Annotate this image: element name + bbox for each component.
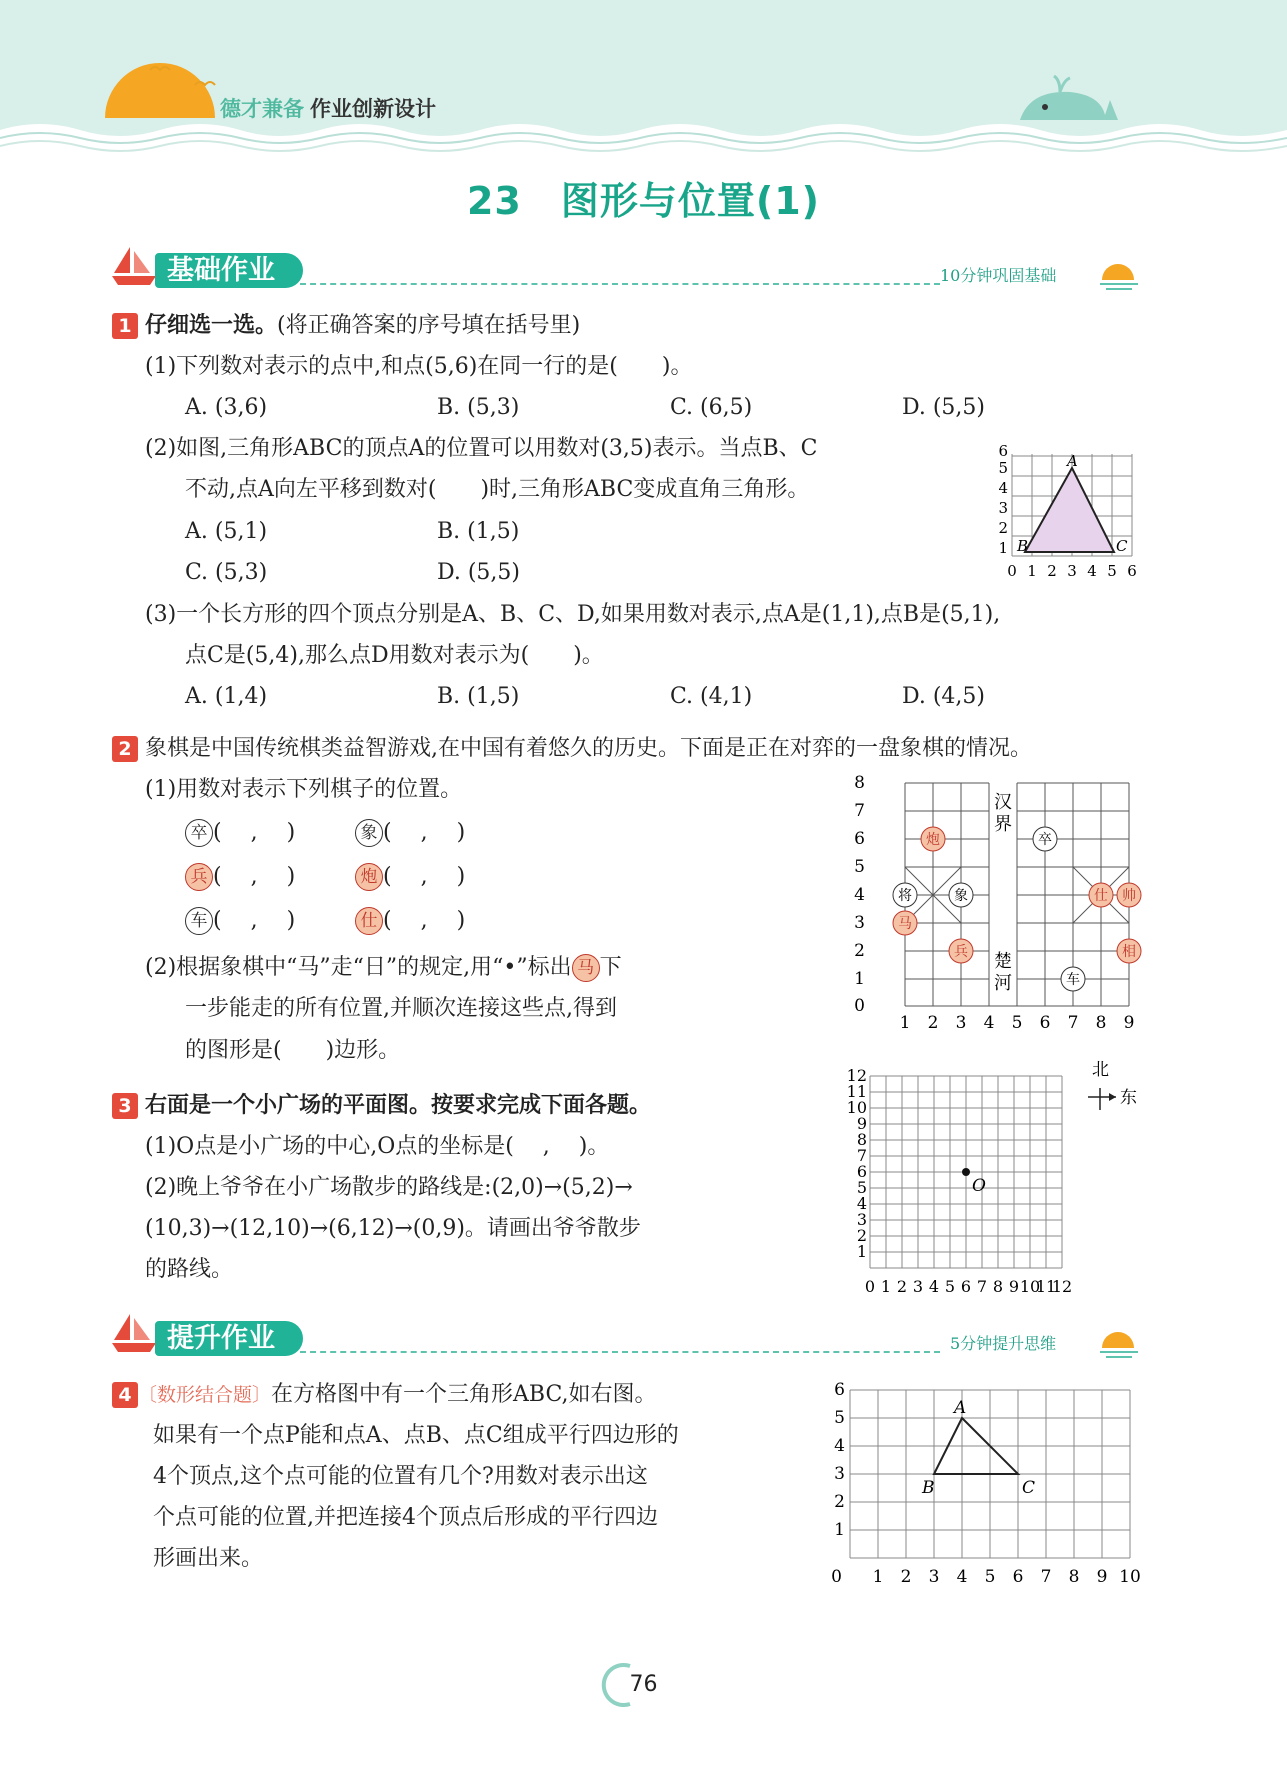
brand-green: 德才兼备 (220, 97, 304, 121)
q4-line1 (112, 1380, 657, 1410)
q1-x-tick: 6 (1127, 562, 1137, 580)
y-tick-label: 6 (856, 1162, 867, 1181)
q2-stem: 象棋是中国传统棋类益智游戏,在中国有着悠久的历史。下面是正在对弈的一盘象棋的情况。 (145, 736, 1032, 761)
q3-stem-line (112, 1091, 651, 1121)
q2-piece-row (355, 818, 465, 848)
q1-x-tick: 2 (1047, 562, 1057, 580)
section-basic-label: 基础作业 (155, 253, 303, 288)
x-tick-label: 10 (1019, 1277, 1041, 1296)
section-divider (300, 1351, 940, 1353)
q4-line2: 如果有一个点P能和点A、点B、点C组成平行四边形的 (153, 1423, 679, 1448)
compass-icon (1088, 1060, 1137, 1110)
q1-s3-line2: 点C是(5,4),那么点D用数对表示为( )。 (185, 643, 604, 668)
q1-s1-option-d: D. (5,5) (902, 395, 985, 420)
x-tick-label: 11 (1035, 1277, 1057, 1296)
section-advanced-label: 提升作业 (155, 1321, 303, 1356)
q1-triangle (1025, 468, 1114, 552)
q1-x-tick: 5 (1107, 562, 1117, 580)
q1-s2-line2: 不动,点A向左平移到数对( )时,三角形ABC变成直角三角形。 (185, 477, 810, 502)
q2-blank: ( , ) (383, 908, 466, 933)
x-tick-label: 9 (1008, 1277, 1020, 1296)
q1-s3-option-a: A. (1,4) (185, 684, 268, 709)
q1-label-a: A (1067, 452, 1078, 470)
q1-label-b: B (1017, 537, 1029, 555)
q1-y-tick: 4 (998, 479, 1008, 497)
q3-point-o (962, 1168, 970, 1176)
q4-label-c: C (1022, 1478, 1036, 1498)
board-y-tick: 7 (854, 801, 865, 821)
q1-s3-line1: (3)一个长方形的四个顶点分别是A、B、C、D,如果用数对表示,点A是(1,1),点B是(5,1), (145, 602, 1001, 627)
q1-s3-option-c: C. (4,1) (670, 684, 753, 709)
q1-x-tick: 4 (1087, 562, 1097, 580)
x-tick-label: 1 (872, 1567, 884, 1587)
q2-piece-row (355, 906, 465, 936)
board-y-tick: 3 (854, 913, 865, 933)
q2-piece-row (355, 862, 465, 892)
section-advanced-pill (155, 1316, 303, 1355)
x-tick-label: 5 (984, 1567, 996, 1587)
board-y-tick: 6 (854, 829, 865, 849)
q1-s1-option-c: C. (6,5) (670, 395, 753, 420)
board-piece-che (1061, 967, 1085, 991)
y-tick-label: 3 (834, 1464, 845, 1484)
q3-grid-figure (828, 1050, 1148, 1310)
board-piece-pao (921, 827, 945, 851)
piece-ma: 马 (572, 954, 600, 982)
q1-s2-line1: (2)如图,三角形ABC的顶点A的位置可以用数对(3,5)表示。当点B、C (145, 436, 818, 461)
board-x-tick: 1 (899, 1013, 911, 1030)
q1-number: 1 (112, 313, 138, 339)
q1-x-tick: 0 (1007, 562, 1017, 580)
q3-s2-line3: 的路线。 (145, 1257, 234, 1282)
q4-line5: 形画出来。 (153, 1546, 264, 1571)
q2-s2-line2: 一步能走的所有位置,并顺次连接这些点,得到 (185, 996, 617, 1021)
svg-text:相: 相 (1122, 944, 1136, 960)
x-tick-label: 6 (960, 1277, 972, 1296)
y-tick-label: 12 (846, 1066, 867, 1085)
river-top-1: 汉 (994, 792, 1012, 813)
x-tick-label: 2 (896, 1277, 908, 1296)
svg-text:兵: 兵 (954, 944, 968, 960)
sailboat-icon (108, 243, 160, 287)
header-decoration (0, 0, 1287, 160)
y-tick-label: 1 (834, 1520, 845, 1540)
section-basic-pill (155, 248, 303, 287)
q1-s2-option-d: D. (5,5) (437, 560, 520, 585)
piece-shi: 仕 (355, 907, 383, 935)
q1-y-tick: 1 (998, 539, 1008, 557)
q4-line1-text: 在方格图中有一个三角形ABC,如右图。 (271, 1382, 657, 1407)
x-tick-label: 2 (900, 1567, 912, 1587)
x-tick-label: 8 (1068, 1567, 1080, 1587)
x-tick-label: 9 (1096, 1567, 1108, 1587)
y-tick-label: 5 (856, 1178, 867, 1197)
y-tick-label: 6 (834, 1380, 845, 1400)
svg-text:将: 将 (898, 888, 912, 904)
q3-number: 3 (112, 1093, 138, 1119)
q2-s2-line1 (145, 953, 622, 983)
x-tick-label: 4 (928, 1277, 940, 1296)
q1-s2-option-c: C. (5,3) (185, 560, 268, 585)
x-tick-label: 8 (992, 1277, 1004, 1296)
x-tick-label: 5 (944, 1277, 956, 1296)
section-basic-timer: 10分钟巩固基础 (940, 266, 1057, 285)
svg-text:马: 马 (898, 916, 912, 932)
sailboat-icon (108, 1310, 160, 1354)
x-tick-label: 6 (1012, 1567, 1024, 1587)
y-tick-label: 7 (856, 1146, 867, 1165)
y-tick-label: 4 (834, 1436, 845, 1456)
river-bottom-1: 楚 (994, 951, 1012, 972)
piece-pao: 炮 (355, 863, 383, 891)
q3-s2-line1: (2)晚上爷爷在小广场散步的路线是:(2,0)→(5,2)→ (145, 1175, 633, 1200)
board-x-tick: 4 (983, 1013, 995, 1030)
board-y-tick: 8 (854, 773, 865, 793)
q3-ticks (847, 1066, 1073, 1296)
q3-s1: (1)O点是小广场的中心,O点的坐标是( , )。 (145, 1134, 610, 1159)
x-tick-label: 7 (976, 1277, 988, 1296)
q1-y-tick: 2 (998, 519, 1008, 537)
q1-y-tick: 6 (998, 442, 1008, 460)
q2-blank: ( , ) (383, 864, 466, 889)
q2-piece-row (185, 862, 295, 892)
q1-s2-option-b: B. (1,5) (437, 519, 520, 544)
q2-blank: ( , ) (213, 908, 296, 933)
x-tick-label: 10 (1119, 1567, 1141, 1587)
svg-text:卒: 卒 (1038, 832, 1052, 848)
q4-line3: 4个顶点,这个点可能的位置有几个?用数对表示出这 (153, 1464, 648, 1489)
page-number: 76 (629, 1672, 658, 1697)
board-x-tick: 8 (1095, 1013, 1107, 1030)
q2-stem-line (112, 734, 1032, 764)
q2-number: 2 (112, 736, 138, 762)
q1-s1-text: (1)下列数对表示的点中,和点(5,6)在同一行的是( )。 (145, 354, 693, 379)
q4-label-a: A (954, 1398, 967, 1418)
q2-blank: ( , ) (383, 820, 466, 845)
chess-board (845, 770, 1145, 1030)
q2-s2-line3: 的图形是( )边形。 (185, 1038, 401, 1063)
piece-xiang: 象 (355, 819, 383, 847)
piece-che: 车 (185, 907, 213, 935)
x-tick-label: 7 (1040, 1567, 1052, 1587)
x-tick-label: 4 (956, 1567, 968, 1587)
q1-y-tick: 5 (998, 459, 1008, 477)
sunset-icon (1090, 248, 1150, 296)
q4-label-b: B (922, 1478, 935, 1498)
y-tick-label: 2 (834, 1492, 845, 1512)
section-advanced-timer: 5分钟提升思维 (950, 1334, 1057, 1353)
q2-piece-row (185, 818, 295, 848)
board-x-tick: 5 (1011, 1013, 1023, 1030)
q4-tag: 〔数形结合题〕 (138, 1384, 272, 1406)
q2-blank: ( , ) (213, 820, 296, 845)
y-tick-label: 4 (856, 1194, 867, 1213)
board-x-tick: 6 (1039, 1013, 1051, 1030)
board-y-tick: 2 (854, 941, 865, 961)
page-title: 23 图形与位置(1) (466, 179, 821, 223)
board-y-tick: 0 (854, 996, 865, 1016)
sunset-icon (1090, 1316, 1150, 1364)
river-top-2: 界 (994, 814, 1012, 835)
x-tick-label: 3 (928, 1567, 940, 1587)
board-piece-jiang (893, 883, 917, 907)
q1-stem-line (112, 311, 580, 341)
svg-text:象: 象 (954, 888, 968, 904)
q2-s2-line1a: (2)根据象棋中“马”走“日”的规定,用“•”标出 (145, 955, 572, 980)
q3-point-label: O (972, 1176, 986, 1196)
svg-text:车: 车 (1066, 972, 1080, 988)
piece-bing: 兵 (185, 863, 213, 891)
svg-text:炮: 炮 (926, 832, 940, 848)
board-y-tick: 4 (854, 885, 865, 905)
q2-s1: (1)用数对表示下列棋子的位置。 (145, 777, 463, 802)
q3-s2-line2: (10,3)→(12,10)→(6,12)→(0,9)。请画出爷爷散步 (145, 1216, 641, 1241)
x-tick-label: 3 (912, 1277, 924, 1296)
board-piece-ma (893, 911, 917, 935)
origin-label: 0 (831, 1567, 842, 1587)
q1-stem: 仔细选一选。 (145, 313, 278, 338)
svg-text:仕: 仕 (1094, 888, 1108, 904)
y-tick-label: 3 (856, 1210, 867, 1229)
q2-piece-row (185, 906, 295, 936)
board-piece-bing (949, 939, 973, 963)
y-tick-label: 8 (856, 1130, 867, 1149)
y-tick-label: 2 (856, 1226, 867, 1245)
q1-s1-option-a: A. (3,6) (185, 395, 268, 420)
board-piece-xiang-red (1117, 939, 1141, 963)
board-piece-xiang (949, 883, 973, 907)
q2-s2-line1b: 下 (599, 955, 622, 980)
q1-s3-option-b: B. (1,5) (437, 684, 520, 709)
q1-x-tick: 3 (1067, 562, 1077, 580)
q4-line4: 个点可能的位置,并把连接4个顶点后形成的平行四边 (153, 1505, 658, 1530)
y-tick-label: 10 (846, 1098, 867, 1117)
brand-black: 作业创新设计 (310, 97, 436, 121)
north-label: 北 (1092, 1060, 1109, 1080)
q2-blank: ( , ) (213, 864, 296, 889)
board-y-tick: 1 (854, 969, 865, 989)
q3-stem: 右面是一个小广场的平面图。按要求完成下面各题。 (145, 1093, 652, 1118)
y-tick-label: 9 (856, 1114, 867, 1133)
brand (220, 93, 436, 123)
q1-label-c: C (1116, 537, 1128, 555)
y-tick-label: 5 (834, 1408, 845, 1428)
board-piece-zu (1033, 827, 1057, 851)
board-x-tick: 3 (955, 1013, 967, 1030)
board-x-tick: 9 (1123, 1013, 1135, 1030)
piece-zu: 卒 (185, 819, 213, 847)
y-tick-label: 1 (856, 1242, 867, 1261)
whale-icon (1020, 76, 1118, 120)
river-bottom-2: 河 (994, 973, 1012, 994)
board-y-tick: 5 (854, 857, 865, 877)
q1-x-tick: 1 (1027, 562, 1037, 580)
x-tick-label: 1 (880, 1277, 892, 1296)
q4-number: 4 (112, 1382, 138, 1408)
board-x-tick: 2 (927, 1013, 939, 1030)
q1-note: (将正确答案的序号填在括号里) (277, 313, 581, 338)
x-tick-label: 0 (864, 1277, 876, 1296)
svg-text:帅: 帅 (1122, 888, 1136, 904)
east-label: 东 (1120, 1088, 1137, 1108)
board-piece-shuai (1117, 883, 1141, 907)
q4-grid-figure (830, 1378, 1150, 1588)
y-tick-label: 11 (846, 1082, 867, 1101)
q1-y-tick: 3 (998, 499, 1008, 517)
q1-triangle-figure (992, 440, 1142, 600)
board-x-tick: 7 (1067, 1013, 1079, 1030)
board-piece-shi (1089, 883, 1113, 907)
q1-s1-option-b: B. (5,3) (437, 395, 520, 420)
q1-s3-option-d: D. (4,5) (902, 684, 985, 709)
x-tick-label: 12 (1051, 1277, 1073, 1296)
q1-s2-option-a: A. (5,1) (185, 519, 268, 544)
section-divider (300, 283, 940, 285)
